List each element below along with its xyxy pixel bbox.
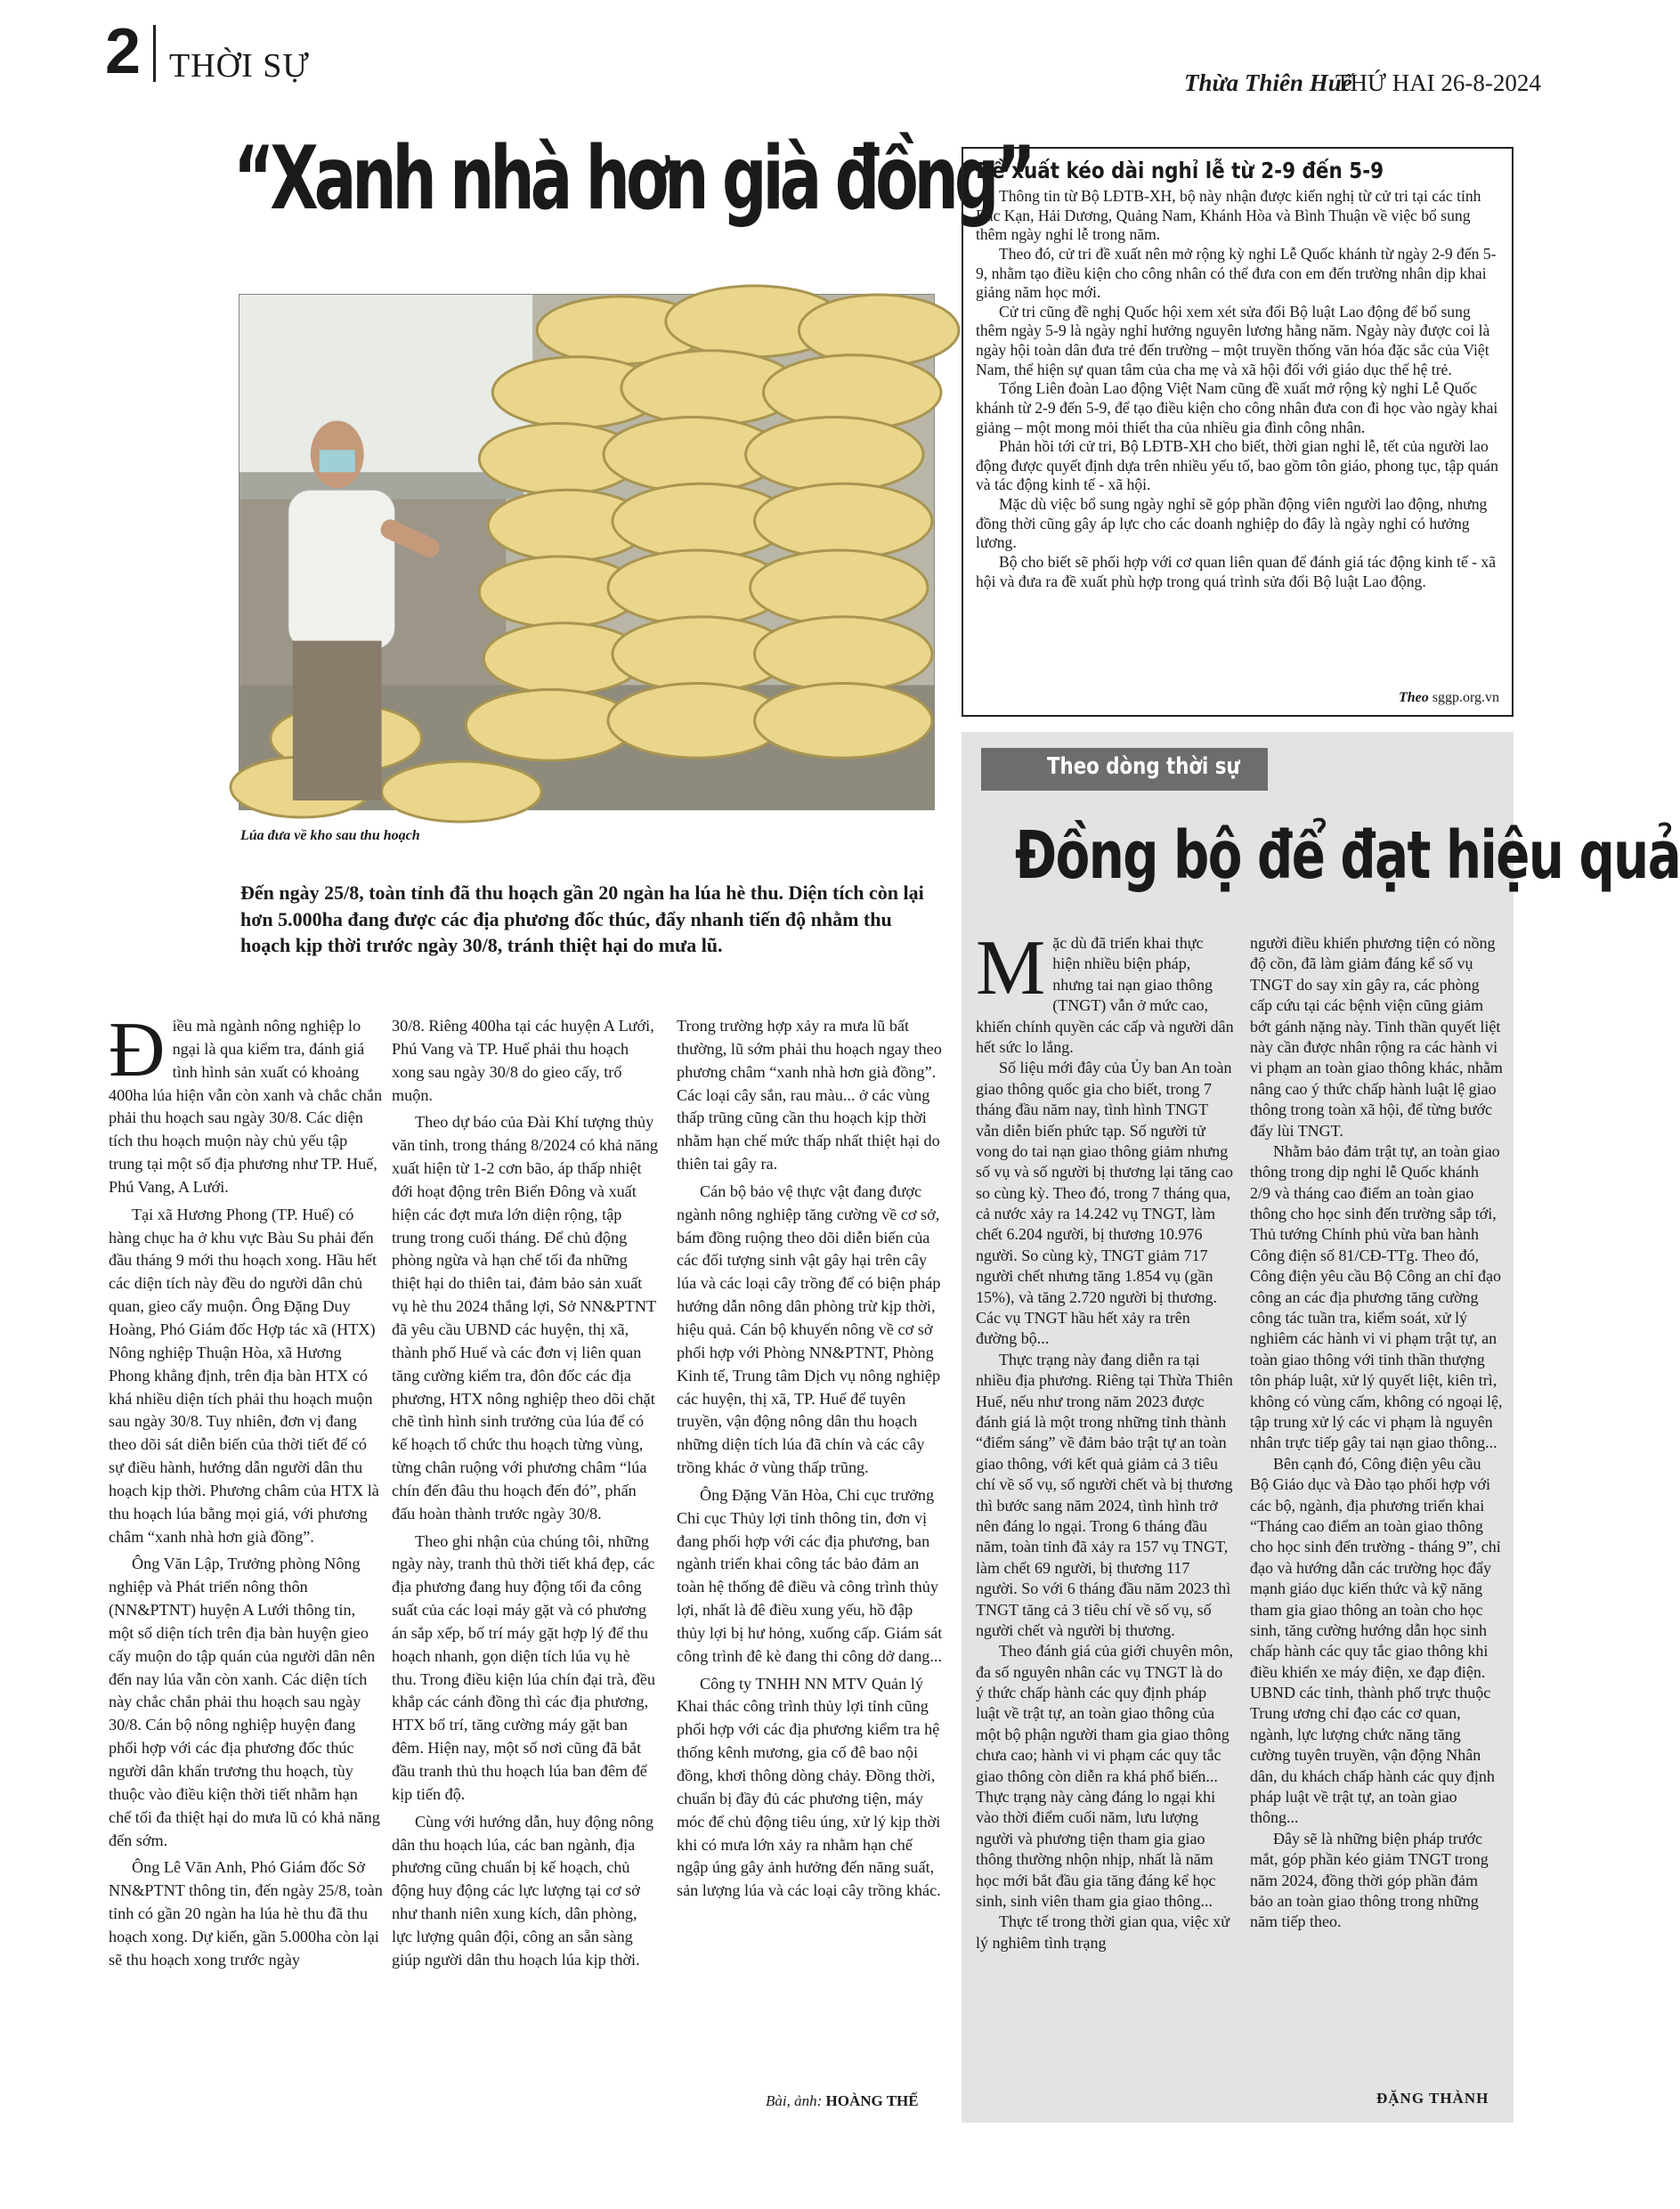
news-box: [962, 147, 1514, 717]
article-column-1: [109, 1007, 383, 1977]
box-paragraph: Cử tri cũng đề nghị Quốc hội xem xét sửa đổi Bộ luật Lao động để bổ sung thêm ngày 5-9 là ngày nghỉ hưởng nguyên lương hằng năm. Ngày này được coi là ngày hội toàn dân đưa trẻ đến trường – một truyền thống văn hóa đặc sắc của Việt Nam, thể hiện sự quan tâm của cha mẹ và xã hội đối với giáo dục thế hệ trẻ.: [976, 302, 1490, 378]
box-paragraph: Thông tin từ Bộ LĐTB-XH, bộ này nhận được kiến nghị từ cử tri tại các tỉnh Bắc Kạn, Hải Dương, Quảng Nam, Khánh Hòa và Bình Thuận về việc bổ sung thêm ngày nghỉ lễ trong năm.: [976, 187, 1481, 244]
box-paragraph: Tổng Liên đoàn Lao động Việt Nam cũng đề xuất mở rộng kỳ nghỉ Lễ Quốc khánh từ 2-9 đến 5-9, để tạo điều kiện cho công nhân đưa con đi học vào ngày khai giảng – một mong mỏi thiết tha của nhiều gia đình công nhân.: [976, 379, 1498, 436]
drop-cap: M: [976, 925, 1046, 1011]
article-paragraph: Cùng với hướng dẫn, huy động nông dân thu hoạch lúa, các ban ngành, địa phương cũng chuẩn bị kế hoạch, chủ động huy động các lực lượng tại cơ sở như thanh niên xung kích, dân phòng, lực lượng quân đội, công an sẵn sàng giúp người dân thu hoạch lúa kịp thời.: [392, 1812, 654, 1969]
article-paragraph: Tại xã Hương Phong (TP. Huế) có hàng chục ha ở khu vực Bàu Su phải đến đầu tháng 9 mới thu hoạch xong. Hầu hết các diện tích này đều do người dân chủ quan, gieo cấy muộn. Ông Đặng Duy Hoàng, Phó Giám đốc Hợp tác xã (HTX) Nông nghiệp Thuận Hòa, xã Hương Phong khẳng định, trên địa bàn HTX có khá nhiều diện tích phải thu hoạch muộn sau ngày 30/8. Tuy nhiên, đơn vị đang theo dõi sát diễn biến của thời tiết để có sự điều hành, hướng dẫn người dân thu hoạch kịp thời. Phương châm của HTX là thu hoạch lúa bằng mọi giá, với phương châm “xanh nhà hơn già đồng”.: [109, 1205, 379, 1546]
page-number: 2: [105, 16, 142, 87]
opinion-paragraph: người điều khiển phương tiện có nồng độ cồn, đã làm giảm đáng kể số vụ TNGT do say xỉn gây ra, các phòng cấp cứu tại các bệnh viện cũng giảm bớt gánh nặng này. Tinh thần quyết liệt này cần được nhân rộng ra các hành vi vi phạm an toàn giao thông khác, nhằm nâng cao ý thức chấp hành luật lệ giao thông trong toàn xã hội, để từng bước đẩy lùi TNGT.: [1250, 934, 1503, 1140]
article-byline: Bài, ảnh: HOÀNG THẾ: [766, 2092, 919, 2109]
article-paragraph: Cán bộ bảo vệ thực vật đang được ngành nông nghiệp tăng cường về cơ sở, bám đồng ruộng theo dõi diễn biến của các đối tượng sinh vật gây hại trên cây lúa và các loại cây trồng để có biện pháp hướng dẫn nông dân phòng trừ kịp thời, hiệu quả. Cán bộ khuyến nông về cơ sở phối hợp với Phòng NN&PTNT, Phòng Kinh tế, Trung tâm Dịch vụ nông nghiệp các huyện, thị xã, TP. Huế để tuyên truyền, vận động nông dân thu hoạch những diện tích lúa đã chín và các cây trồng khác ở vùng thấp trũng.: [677, 1182, 941, 1477]
opinion-paragraph: Bên cạnh đó, Công điện yêu cầu Bộ Giáo dục và Đào tạo phối hợp với các bộ, ngành, địa phương triển khai “Tháng cao điểm an toàn giao thông cho học sinh đến trường - tháng 9”, chỉ đạo và hướng dẫn các trường học đẩy mạnh giáo dục kiến thức và kỹ năng tham gia giao thông an toàn cho học sinh, tăng cường hướng dẫn học sinh chấp hành các quy tắc giao thông khi điều khiển xe máy điện, xe đạp điện. UBND các tỉnh, thành phố trực thuộc Trung ương chỉ đạo các cơ quan, ngành, lực lượng chức năng tăng cường tuyên truyền, vận động Nhân dân, du khách chấp hành các quy định pháp luật về trật tự, an toàn giao thông...: [1250, 1454, 1501, 1827]
opinion-paragraph: Nhằm bảo đảm trật tự, an toàn giao thông trong dịp nghỉ lễ Quốc khánh 2/9 và tháng cao điểm an toàn giao thông cho học sinh đến trường sắp tới, Thủ tướng Chính phủ vừa ban hành Công điện số 81/CĐ-TTg. Theo đó, Công điện yêu cầu Bộ Công an chỉ đạo công an các địa phương tăng cường công tác tuần tra, kiểm soát, xử lý nghiêm các hành vi vi phạm trật tự, an toàn giao thông với tinh thần thượng tôn pháp luật, xử lý quyết liệt, kiên trì, không có vùng cấm, không có ngoại lệ, tập trung xử lý các vi phạm là nguyên nhân trực tiếp gây tai nạn giao thông...: [1250, 1141, 1503, 1452]
opinion-paragraph: Đây sẽ là những biện pháp trước mắt, góp phần kéo giảm TNGT trong năm 2024, đồng thời góp phần đảm bảo an toàn giao thông trong những năm tiếp theo.: [1250, 1829, 1489, 1931]
opinion-paragraph: Số liệu mới đây của Ủy ban An toàn giao thông quốc gia cho biết, trong 7 tháng đầu năm nay, tình hình TNGT vẫn diễn biến phức tạp. Số người tử vong do tai nạn giao thông giảm nhưng số vụ và số người bị thương lại tăng cao so cùng kỳ. Theo đó, trong 7 tháng qua, cả nước xảy ra 14.242 vụ TNGT, làm chết 6.204 người, bị thương 10.976 người. So cùng kỳ, TNGT giảm 717 người chết nhưng tăng 1.854 vụ (gần 15%), và tăng 2.720 người bị thương. Các vụ TNGT hầu hết xảy ra trên đường bộ...: [976, 1059, 1234, 1348]
opinion-tag: Theo dòng thời sự: [981, 748, 1268, 791]
opinion-paragraph: Thực trạng này đang diễn ra tại nhiều địa phương. Riêng tại Thừa Thiên Huế, nếu như trong năm 2023 được đánh giá là một trong những tỉnh thành “điểm sáng” về đảm bảo trật tự an toàn giao thông, với kết quả giảm cả 3 tiêu chí về số vụ, số người chết và bị thương thì bước sang năm 2024, tình hình trở nên đáng lo ngại. Trong 6 tháng đầu năm, toàn tỉnh đã xảy ra 157 vụ TNGT, làm chết 69 người, bị thương 117 người. So với 6 tháng đầu năm 2023 thì TNGT tăng cả 3 tiêu chí về số vụ, số người chết và người bị thương.: [976, 1350, 1233, 1639]
article-paragraph: Theo ghi nhận của chúng tôi, những ngày này, tranh thủ thời tiết khá đẹp, các địa phương đang huy động tối đa công suất của các loại máy gặt và có phương án sắp xếp, bố trí máy gặt hợp lý để thu hoạch nhanh, gọn diện tích lúa vụ hè thu. Trong điều kiện lúa chín đại trà, đều khắp các cánh đồng thì các địa phương, HTX bố trí, tăng cường máy gặt ban đêm. Hiện nay, một số nơi cũng đã bắt đầu tranh thủ thu hoạch lúa ban đêm để kịp tiến độ.: [392, 1531, 656, 1803]
box-source: Theo sggp.org.vn: [1398, 690, 1499, 705]
opinion-paragraph: Theo đánh giá của giới chuyên môn, đa số nguyên nhân các vụ TNGT là do ý thức chấp hành các quy định pháp luật về trật tự, an toàn giao thông của một bộ phận người tham gia giao thông chưa cao; hành vi vi phạm các quy tắc giao thông còn diễn ra khá phổ biến... Thực trạng này càng đáng lo ngại khi vào thời điểm cuối năm, lưu lượng người và phương tiện tham gia giao thông thường nhộn nhịp, nhất là năm học mới bắt đầu gia tăng đáng kể học sinh, sinh viên tham gia giao thông...: [976, 1642, 1233, 1910]
newspaper-brand: Thừa Thiên Huế: [1184, 69, 1352, 96]
opinion-column-1: [976, 925, 1234, 1953]
box-paragraph: Mặc dù việc bổ sung ngày nghỉ sẽ góp phần động viên người lao động, nhưng đồng thời cũng gây áp lực cho các doanh nghiệp do đây là ngày nghỉ có hưởng lương.: [976, 495, 1488, 552]
article-paragraph: Ông Đặng Văn Hòa, Chi cục trưởng Chi cục Thủy lợi tỉnh thông tin, đơn vị đang phối hợp với các địa phương, ban ngành triển khai công tác bảo đảm an toàn hệ thống đê điều và công trình thủy lợi, nhất là đê điều xung yếu, hồ đập thủy lợi bị hư hỏng, xuống cấp. Giám sát công trình đê kè đang thi công dở dang...: [677, 1485, 943, 1665]
box-paragraph: Bộ cho biết sẽ phối hợp với cơ quan liên quan để đánh giá tác động kinh tế - xã hội và đưa ra đề xuất phù hợp trong quá trình sửa đổi Bộ luật Lao động.: [976, 552, 1497, 590]
opinion-column-2: [1250, 933, 1503, 1933]
article-headline: “Xanh nhà hơn già đồng”: [233, 128, 1032, 230]
opinion-paragraph: Mặc dù đã triển khai thực hiện nhiều biện pháp, nhưng tai nạn giao thông (TNGT) vẫn ở mức cao, khiến chính quyền các cấp và người dân hết sức lo lắng.: [976, 925, 1234, 1056]
drop-cap: Đ: [109, 1007, 166, 1093]
article-paragraph: Công ty TNHH NN MTV Quản lý Khai thác công trình thủy lợi tỉnh cũng phối hợp với các địa phương kiểm tra hệ thống kênh mương, gia cố đê bao nội đồng, khơi thông dòng chảy. Đồng thời, chuẩn bị đầy đủ các phương tiện, máy móc để chủ động tiêu úng, xử lý kịp thời khi có mưa lớn xảy ra nhằm hạn chế ngập úng gây ảnh hưởng đến năng suất, sản lượng lúa và các loại cây trồng khác.: [677, 1674, 941, 1900]
box-paragraph: Phản hồi tới cử tri, Bộ LĐTB-XH cho biết, thời gian nghỉ lễ, tết của người lao động được quyết định dựa trên nhiều yếu tố, bao gồm tôn giáo, phong tục, tập quán và tác động kinh tế - xã hội.: [976, 437, 1498, 494]
article-photo: [239, 294, 935, 810]
article-paragraph: Theo dự báo của Đài Khí tượng thủy văn tỉnh, trong tháng 8/2024 có khả năng xuất hiện từ 1-2 cơn bão, áp thấp nhiệt đới hoạt động trên Biển Đông và xuất hiện các đợt mưa lớn diện rộng, tập trung trong cuối tháng. Để chủ động phòng ngừa và hạn chế tối đa những thiệt hại do thiên tai, đảm bảo sản xuất vụ hè thu 2024 thắng lợi, Sở NN&PTNT đã yêu cầu UBND các huyện, thị xã, thành phố Huế và các đơn vị liên quan tăng cường kiểm tra, đôn đốc các địa phương, HTX nông nghiệp theo dõi chặt chẽ tình hình sinh trưởng của lúa để có kế hoạch tổ chức thu hoạch từng vùng, từng chân ruộng với phương châm “lúa chín đến đâu thu hoạch đến đó”, phấn đấu hoàn thành trước ngày 30/8.: [392, 1113, 659, 1523]
article-paragraph: Điều mà ngành nông nghiệp lo ngại là qua kiểm tra, đánh giá tình hình sản xuất có khoảng 400ha lúa hiện vẫn còn xanh và chắc chắn phải thu hoạch sau ngày 30/8. Các diện tích thu hoạch muộn này chủ yếu tập trung tại một số địa phương như TP. Huế, Phú Vang, A Lưới.: [109, 1007, 383, 1196]
rice-sacks-photo: [239, 295, 934, 809]
section-name: THỜI SỰ: [169, 47, 310, 85]
article-paragraph: 30/8. Riêng 400ha tại các huyện A Lưới, Phú Vang và TP. Huế phải thu hoạch xong sau ngày 30/8 do gieo cấy, trổ muộn.: [392, 1017, 654, 1104]
box-title: Đề xuất kéo dài nghỉ lễ từ 2-9 đến 5-9: [976, 158, 1384, 183]
article-paragraph: Trong trường hợp xảy ra mưa lũ bất thường, lũ sớm phải thu hoạch ngay theo phương châm “xanh nhà hơn già đồng”. Các loại cây sắn, rau màu... ở các vùng thấp trũng cũng cần thu hoạch kịp thời nhằm hạn chế mức thấp nhất thiệt hại do thiên tai gây ra.: [677, 1017, 942, 1174]
article-paragraph: Ông Văn Lập, Trưởng phòng Nông nghiệp và Phát triển nông thôn (NN&PTNT) huyện A Lưới thông tin, một số diện tích trên địa bàn huyện gieo cấy muộn do tập quán của người dân nên đến nay lúa vẫn còn xanh. Các diện tích này chắc chắn phải thu hoạch sau ngày 30/8. Cán bộ nông nghiệp huyện đang phối hợp với các địa phương đốc thúc người dân khẩn trương thu hoạch, tùy thuộc vào điều kiện thời tiết nhằm hạn chế tối đa thiệt hại do mưa lũ có khả năng đến sớm.: [109, 1555, 380, 1849]
opinion-paragraph: Thực tế trong thời gian qua, việc xử lý nghiêm tình trạng: [976, 1913, 1230, 1952]
opinion-author: ĐẶNG THÀNH: [1376, 2090, 1489, 2107]
issue-date: THỨ HAI 26-8-2024: [1335, 69, 1541, 96]
article-column-2: [392, 1015, 659, 1977]
opinion-title: Đồng bộ để đạt hiệu quả: [1015, 817, 1680, 894]
header-divider: [153, 25, 156, 82]
article-column-3: [677, 1015, 944, 1907]
article-paragraph: Ông Lê Văn Anh, Phó Giám đốc Sở NN&PTNT thông tin, đến ngày 25/8, toàn tỉnh có gần 20 ngàn ha lúa hè thu đã thu hoạch xong. Dự kiến, gần 5.000ha còn lại sẽ thu hoạch xong trước ngày: [109, 1858, 383, 1969]
box-paragraph: Theo đó, cử tri đề xuất nên mở rộng kỳ nghỉ Lễ Quốc khánh từ ngày 2-9 đến 5-9, nhằm tạo điều kiện cho công nhân có thể đưa con em đến trường nhân dịp khai giảng năm học mới.: [976, 244, 1497, 302]
article-lead: Đến ngày 25/8, toàn tỉnh đã thu hoạch gần 20 ngàn ha lúa hè thu. Diện tích còn lại hơn 5.000ha đang được các địa phương đốc thúc, đẩy nhanh tiến độ nhằm thu hoạch kịp thời trước ngày 30/8, tránh thiệt hại do mưa lũ.: [240, 881, 924, 957]
photo-caption: Lúa đưa về kho sau thu hoạch: [240, 828, 420, 843]
